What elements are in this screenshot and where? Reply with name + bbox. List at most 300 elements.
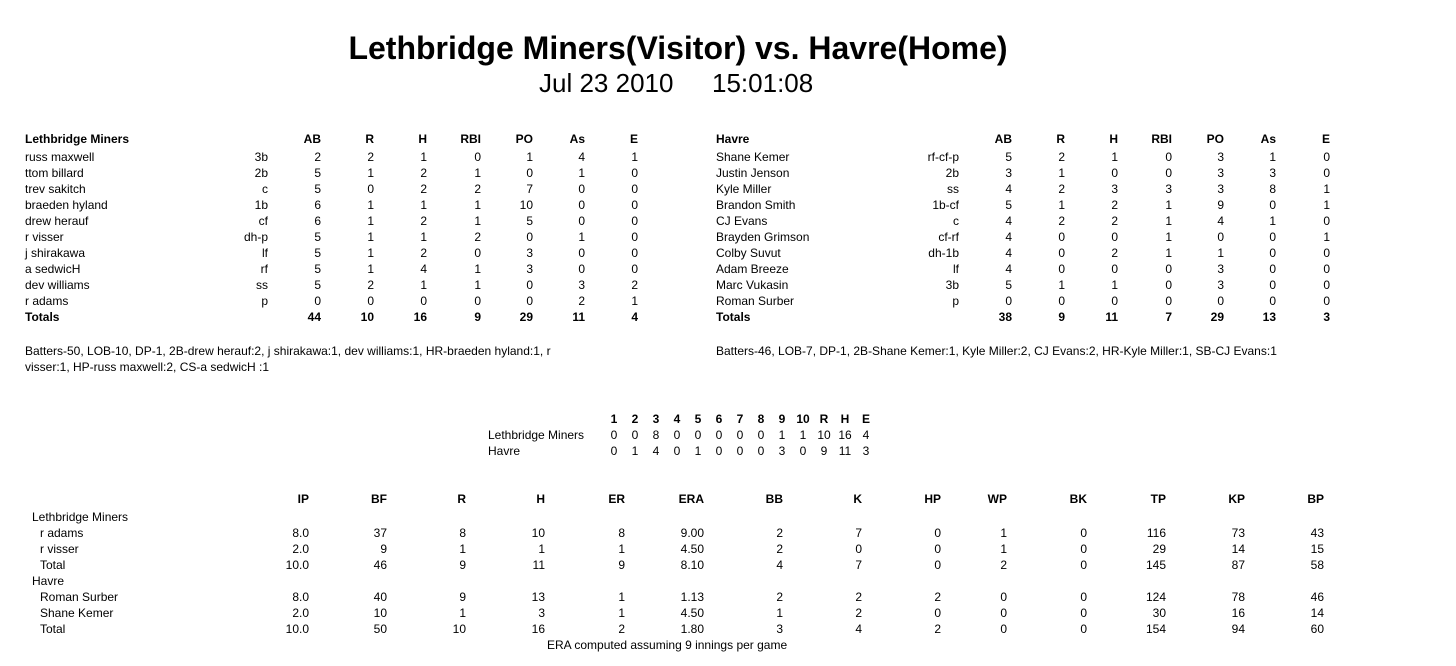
pitching-stat: 1.80 xyxy=(680,622,704,636)
player-stat: 4 xyxy=(420,262,427,276)
player-stat: 0 xyxy=(631,230,638,244)
pitching-stat: 40 xyxy=(373,590,387,604)
player-stat: 1 xyxy=(578,166,585,180)
pitching-stat: 78 xyxy=(1231,590,1245,604)
player-stat: 1 xyxy=(1269,214,1276,228)
linescore-value: 0 xyxy=(715,444,723,458)
pitching-stat: 46 xyxy=(1310,590,1324,604)
totals-stat: 11 xyxy=(572,310,585,324)
player-stat: 5 xyxy=(314,182,321,196)
pitching-stat: 4 xyxy=(776,558,783,572)
pitching-stat: 16 xyxy=(1231,606,1245,620)
player-stat: 0 xyxy=(1269,294,1276,308)
player-stat: 0 xyxy=(1323,166,1330,180)
player-stat: 1 xyxy=(1323,230,1330,244)
linescore-header: 2 xyxy=(631,412,639,426)
pitching-stat: 1 xyxy=(538,542,545,556)
player-position: p xyxy=(261,294,268,308)
pitching-col-header: TP xyxy=(1150,492,1166,506)
player-position: p xyxy=(952,294,959,308)
linescore-value: 4 xyxy=(862,428,870,442)
player-stat: 0 xyxy=(1165,150,1172,164)
pitching-stat: 0 xyxy=(934,606,941,620)
pitching-stat: 0 xyxy=(934,558,941,572)
player-stat: 0 xyxy=(1165,166,1172,180)
player-stat: 0 xyxy=(631,214,638,228)
player-stat: 1 xyxy=(578,230,585,244)
player-name: ttom billard xyxy=(25,166,84,180)
player-position: lf xyxy=(953,262,959,276)
totals-label: Totals xyxy=(25,310,60,324)
player-position: c xyxy=(953,214,959,228)
player-position: 2b xyxy=(254,166,268,180)
batting-col-header: E xyxy=(629,132,638,146)
player-stat: 0 xyxy=(1111,166,1118,180)
player-stat: 10 xyxy=(519,198,533,212)
pitching-col-header: K xyxy=(853,492,862,506)
player-stat: 3 xyxy=(1269,166,1276,180)
pitcher-name: Total xyxy=(40,558,66,572)
player-stat: 3 xyxy=(1165,182,1172,196)
pitching-stat: 60 xyxy=(1310,622,1324,636)
player-stat: 3 xyxy=(1111,182,1118,196)
pitching-stat: 0 xyxy=(1080,526,1087,540)
pitching-col-header: R xyxy=(457,492,466,506)
player-stat: 2 xyxy=(1111,198,1118,212)
player-stat: 0 xyxy=(1165,278,1172,292)
pitching-stat: 8.0 xyxy=(292,590,309,604)
player-position: lf xyxy=(262,246,268,260)
batting-col-header: E xyxy=(1321,132,1330,146)
player-stat: 0 xyxy=(420,294,427,308)
player-stat: 1 xyxy=(631,294,638,308)
player-position: rf-cf-p xyxy=(927,150,959,164)
totals-stat: 13 xyxy=(1262,310,1276,324)
linescore-value: 0 xyxy=(631,428,639,442)
linescore-value: 1 xyxy=(799,428,807,442)
player-stat: 1 xyxy=(474,214,481,228)
linescore-value: 3 xyxy=(778,444,786,458)
pitching-stat: 0 xyxy=(934,526,941,540)
pitching-stat: 94 xyxy=(1231,622,1245,636)
page-title: Lethbridge Miners(Visitor) vs. Havre(Home) xyxy=(348,30,1008,66)
pitching-stat: 1.13 xyxy=(680,590,704,604)
player-stat: 2 xyxy=(420,166,427,180)
player-name: Roman Surber xyxy=(716,294,795,308)
batting-col-header: H xyxy=(418,132,427,146)
linescore-value: 0 xyxy=(757,444,765,458)
player-stat: 0 xyxy=(474,150,481,164)
pitching-stat: 0 xyxy=(1080,542,1087,556)
pitching-col-header: HP xyxy=(924,492,941,506)
player-name: russ maxwell xyxy=(25,150,95,164)
pitching-stat: 4 xyxy=(855,622,862,636)
player-position: 3b xyxy=(945,278,959,292)
player-stat: 0 xyxy=(367,182,374,196)
pitcher-name: Total xyxy=(40,622,66,636)
visitor-team-name: Lethbridge Miners xyxy=(25,132,130,146)
pitching-stat: 1 xyxy=(1000,542,1007,556)
pitching-stat: 0 xyxy=(1080,622,1087,636)
linescore-value: 0 xyxy=(694,428,702,442)
player-stat: 9 xyxy=(1217,198,1224,212)
pitching-stat: 8.10 xyxy=(680,558,704,572)
player-stat: 1 xyxy=(526,150,533,164)
pitching-stat: 10 xyxy=(531,526,545,540)
player-stat: 1 xyxy=(1111,278,1118,292)
pitching-stat: 9 xyxy=(618,558,625,572)
visitor-batting-notes: visser:1, HP-russ maxwell:2, CS-a sedwicH :1 xyxy=(25,360,270,374)
pitching-stat: 2 xyxy=(855,606,862,620)
era-footnote: ERA computed assuming 9 innings per game xyxy=(547,638,788,652)
pitching-stat: 13 xyxy=(531,590,545,604)
pitcher-name: Roman Surber xyxy=(40,590,119,604)
linescore-header: R xyxy=(819,412,829,426)
player-stat: 3 xyxy=(1217,262,1224,276)
player-stat: 0 xyxy=(1269,246,1276,260)
batting-col-header: AB xyxy=(994,132,1012,146)
player-stat: 0 xyxy=(1323,214,1330,228)
pitching-col-header: KP xyxy=(1228,492,1245,506)
linescore-value: 16 xyxy=(838,428,852,442)
pitching-stat: 145 xyxy=(1145,558,1166,572)
player-stat: 8 xyxy=(1269,182,1276,196)
pitching-stat: 9 xyxy=(459,558,466,572)
player-position: dh-p xyxy=(243,230,268,244)
player-stat: 5 xyxy=(314,166,321,180)
pitching-stat: 0 xyxy=(934,542,941,556)
player-stat: 3 xyxy=(1217,166,1224,180)
player-stat: 2 xyxy=(1058,150,1065,164)
player-name: Brayden Grimson xyxy=(716,230,810,244)
player-position: ss xyxy=(947,182,959,196)
player-stat: 1 xyxy=(367,198,374,212)
player-stat: 4 xyxy=(1005,230,1012,244)
pitching-stat: 10.0 xyxy=(285,622,309,636)
player-stat: 1 xyxy=(1058,278,1065,292)
totals-stat: 29 xyxy=(1210,310,1224,324)
player-stat: 0 xyxy=(1058,230,1065,244)
player-stat: 0 xyxy=(314,294,321,308)
pitching-stat: 0 xyxy=(1080,606,1087,620)
player-stat: 0 xyxy=(474,246,481,260)
player-stat: 5 xyxy=(1005,150,1012,164)
player-name: Brandon Smith xyxy=(716,198,796,212)
pitching-stat: 1 xyxy=(459,606,466,620)
pitching-stat: 87 xyxy=(1231,558,1245,572)
player-stat: 0 xyxy=(526,294,533,308)
totals-stat: 10 xyxy=(360,310,374,324)
linescore-header: 7 xyxy=(736,412,744,426)
linescore-header: 9 xyxy=(778,412,786,426)
player-position: dh-1b xyxy=(928,246,959,260)
pitching-stat: 4.50 xyxy=(680,542,704,556)
linescore-value: 0 xyxy=(715,428,723,442)
pitching-stat: 15 xyxy=(1310,542,1324,556)
player-stat: 2 xyxy=(1111,214,1118,228)
pitching-stat: 11 xyxy=(532,558,545,572)
player-stat: 3 xyxy=(578,278,585,292)
pitching-stat: 116 xyxy=(1146,526,1166,540)
pitching-stat: 0 xyxy=(1080,558,1087,572)
pitching-stat: 1 xyxy=(618,590,625,604)
player-stat: 2 xyxy=(1058,214,1065,228)
pitching-stat: 2 xyxy=(934,590,941,604)
player-stat: 4 xyxy=(578,150,585,164)
totals-stat: 44 xyxy=(307,310,321,324)
linescore-header: 8 xyxy=(757,412,765,426)
player-stat: 2 xyxy=(420,182,427,196)
player-stat: 2 xyxy=(314,150,321,164)
pitching-col-header: ERA xyxy=(678,492,704,506)
pitching-stat: 1 xyxy=(1000,526,1007,540)
player-stat: 0 xyxy=(1111,230,1118,244)
player-stat: 7 xyxy=(526,182,533,196)
player-stat: 3 xyxy=(526,262,533,276)
player-name: r visser xyxy=(25,230,64,244)
pitching-stat: 7 xyxy=(855,526,862,540)
linescore-header: H xyxy=(840,412,850,426)
pitching-col-header: ER xyxy=(608,492,625,506)
player-stat: 0 xyxy=(1323,294,1330,308)
pitching-stat: 2 xyxy=(776,526,783,540)
totals-stat: 29 xyxy=(519,310,533,324)
pitching-stat: 10.0 xyxy=(285,558,309,572)
player-stat: 0 xyxy=(578,246,585,260)
player-stat: 0 xyxy=(1005,294,1012,308)
player-stat: 0 xyxy=(1058,262,1065,276)
pitching-stat: 2.0 xyxy=(292,606,309,620)
player-stat: 1 xyxy=(1058,198,1065,212)
player-stat: 0 xyxy=(631,166,638,180)
pitching-stat: 3 xyxy=(538,606,545,620)
player-stat: 4 xyxy=(1005,262,1012,276)
totals-label: Totals xyxy=(716,310,751,324)
linescore-header: 4 xyxy=(673,412,681,426)
pitching-stat: 124 xyxy=(1145,590,1166,604)
pitching-stat: 14 xyxy=(1310,606,1324,620)
linescore-value: 10 xyxy=(817,428,831,442)
player-name: braeden hyland xyxy=(25,198,108,212)
player-stat: 1 xyxy=(367,166,374,180)
player-stat: 1 xyxy=(1323,182,1330,196)
player-stat: 0 xyxy=(526,278,533,292)
linescore-value: 0 xyxy=(610,444,618,458)
player-stat: 0 xyxy=(1111,262,1118,276)
player-stat: 1 xyxy=(1058,166,1065,180)
visitor-batting-notes: Batters-50, LOB-10, DP-1, 2B-drew herauf:2, j shirakawa:1, dev williams:1, HR-braeden hyland:1, r xyxy=(25,344,551,358)
player-name: dev williams xyxy=(25,278,90,292)
pitching-col-header: BF xyxy=(371,492,387,506)
pitching-stat: 50 xyxy=(373,622,387,636)
player-stat: 1 xyxy=(367,246,374,260)
player-stat: 0 xyxy=(474,294,481,308)
linescore-value: 0 xyxy=(757,428,765,442)
player-stat: 1 xyxy=(1165,230,1172,244)
player-stat: 5 xyxy=(314,278,321,292)
player-stat: 3 xyxy=(1217,150,1224,164)
pitching-stat: 2 xyxy=(855,590,862,604)
player-stat: 0 xyxy=(578,182,585,196)
pitching-stat: 14 xyxy=(1231,542,1245,556)
linescore-value: 3 xyxy=(862,444,870,458)
player-stat: 5 xyxy=(1005,278,1012,292)
player-stat: 1 xyxy=(420,198,427,212)
pitching-stat: 8 xyxy=(459,526,466,540)
pitching-stat: 46 xyxy=(373,558,387,572)
linescore-header: 5 xyxy=(694,412,702,426)
linescore-value: 4 xyxy=(652,444,660,458)
linescore-team: Lethbridge Miners xyxy=(488,428,585,442)
player-stat: 0 xyxy=(1058,246,1065,260)
pitching-stat: 4.50 xyxy=(680,606,704,620)
pitching-stat: 0 xyxy=(855,542,862,556)
player-stat: 1 xyxy=(1269,150,1276,164)
player-stat: 2 xyxy=(367,278,374,292)
player-stat: 1 xyxy=(1217,246,1224,260)
pitching-stat: 1 xyxy=(776,606,783,620)
player-stat: 3 xyxy=(1005,166,1012,180)
player-stat: 1 xyxy=(1111,150,1118,164)
player-stat: 0 xyxy=(526,166,533,180)
linescore-value: 0 xyxy=(610,428,618,442)
pitching-stat: 2.0 xyxy=(292,542,309,556)
player-stat: 1 xyxy=(420,278,427,292)
pitching-stat: 0 xyxy=(1000,590,1007,604)
player-stat: 0 xyxy=(1269,198,1276,212)
player-stat: 2 xyxy=(474,230,481,244)
pitching-stat: 3 xyxy=(776,622,783,636)
player-stat: 0 xyxy=(1217,294,1224,308)
pitching-stat: 0 xyxy=(1080,590,1087,604)
batting-col-header: H xyxy=(1109,132,1118,146)
pitching-stat: 1 xyxy=(459,542,466,556)
linescore-value: 1 xyxy=(631,444,639,458)
pitching-col-header: BK xyxy=(1069,492,1087,506)
linescore-header: E xyxy=(861,412,870,426)
batting-col-header: RBI xyxy=(1151,132,1172,146)
game-date: Jul 23 2010 xyxy=(539,68,674,98)
pitching-stat: 2 xyxy=(618,622,625,636)
player-stat: 2 xyxy=(1111,246,1118,260)
pitching-stat: 9.00 xyxy=(680,526,704,540)
batting-col-header: AB xyxy=(303,132,321,146)
player-stat: 5 xyxy=(1005,198,1012,212)
player-stat: 1 xyxy=(631,150,638,164)
batting-col-header: R xyxy=(365,132,374,146)
pitcher-name: r adams xyxy=(40,526,84,540)
player-stat: 2 xyxy=(420,214,427,228)
linescore-value: 0 xyxy=(736,444,744,458)
pitching-col-header: WP xyxy=(987,492,1007,506)
linescore-value: 0 xyxy=(736,428,744,442)
linescore-value: 0 xyxy=(799,444,807,458)
totals-stat: 38 xyxy=(998,310,1012,324)
player-stat: 5 xyxy=(314,262,321,276)
player-stat: 0 xyxy=(1165,294,1172,308)
player-stat: 1 xyxy=(474,278,481,292)
player-stat: 3 xyxy=(1217,278,1224,292)
player-position: rf xyxy=(260,262,268,276)
pitching-stat: 9 xyxy=(380,542,387,556)
batting-col-header: As xyxy=(1260,132,1276,146)
pitching-stat: 43 xyxy=(1310,526,1324,540)
player-stat: 0 xyxy=(1269,262,1276,276)
pitching-stat: 154 xyxy=(1145,622,1166,636)
pitcher-name: Shane Kemer xyxy=(40,606,114,620)
linescore-header: 3 xyxy=(652,412,660,426)
player-stat: 1 xyxy=(367,230,374,244)
player-position: cf xyxy=(258,214,268,228)
player-stat: 1 xyxy=(1323,198,1330,212)
player-stat: 0 xyxy=(578,214,585,228)
totals-stat: 16 xyxy=(413,310,427,324)
pitching-stat: 30 xyxy=(1152,606,1166,620)
pitching-stat: 1 xyxy=(618,542,625,556)
player-stat: 0 xyxy=(1269,278,1276,292)
game-time: 15:01:08 xyxy=(712,68,814,98)
linescore-header: 10 xyxy=(796,412,810,426)
batting-col-header: RBI xyxy=(460,132,481,146)
player-stat: 1 xyxy=(1165,214,1172,228)
linescore-value: 1 xyxy=(694,444,702,458)
player-stat: 0 xyxy=(1323,150,1330,164)
player-stat: 0 xyxy=(526,230,533,244)
batting-col-header: PO xyxy=(515,132,533,146)
pitching-stat: 2 xyxy=(776,542,783,556)
player-name: Colby Suvut xyxy=(716,246,781,260)
player-name: trev sakitch xyxy=(25,182,86,196)
player-stat: 1 xyxy=(474,198,481,212)
player-stat: 0 xyxy=(367,294,374,308)
player-position: 3b xyxy=(254,150,268,164)
player-position: cf-rf xyxy=(938,230,959,244)
player-stat: 1 xyxy=(367,262,374,276)
pitching-stat: 2 xyxy=(934,622,941,636)
linescore-team: Havre xyxy=(488,444,521,458)
player-stat: 0 xyxy=(1323,278,1330,292)
player-stat: 4 xyxy=(1005,246,1012,260)
player-stat: 0 xyxy=(631,182,638,196)
pitching-team-name: Havre xyxy=(32,574,65,588)
pitcher-name: r visser xyxy=(40,542,79,556)
pitching-stat: 9 xyxy=(459,590,466,604)
player-stat: 4 xyxy=(1005,182,1012,196)
pitching-col-header: H xyxy=(536,492,545,506)
player-stat: 2 xyxy=(367,150,374,164)
player-name: Adam Breeze xyxy=(716,262,789,276)
player-stat: 4 xyxy=(1005,214,1012,228)
totals-stat: 9 xyxy=(1058,310,1065,324)
batting-col-header: PO xyxy=(1206,132,1224,146)
player-stat: 0 xyxy=(1323,246,1330,260)
pitching-stat: 73 xyxy=(1231,526,1245,540)
pitching-stat: 37 xyxy=(373,526,387,540)
linescore-value: 8 xyxy=(652,428,660,442)
player-name: Kyle Miller xyxy=(716,182,772,196)
player-stat: 1 xyxy=(420,150,427,164)
player-name: j shirakawa xyxy=(25,246,86,260)
pitching-stat: 1 xyxy=(618,606,625,620)
batting-col-header: As xyxy=(569,132,585,146)
pitching-col-header: BB xyxy=(765,492,783,506)
player-stat: 0 xyxy=(1217,230,1224,244)
player-stat: 5 xyxy=(314,230,321,244)
pitching-stat: 8 xyxy=(618,526,625,540)
player-stat: 2 xyxy=(631,278,638,292)
player-stat: 0 xyxy=(1269,230,1276,244)
player-stat: 1 xyxy=(1165,198,1172,212)
